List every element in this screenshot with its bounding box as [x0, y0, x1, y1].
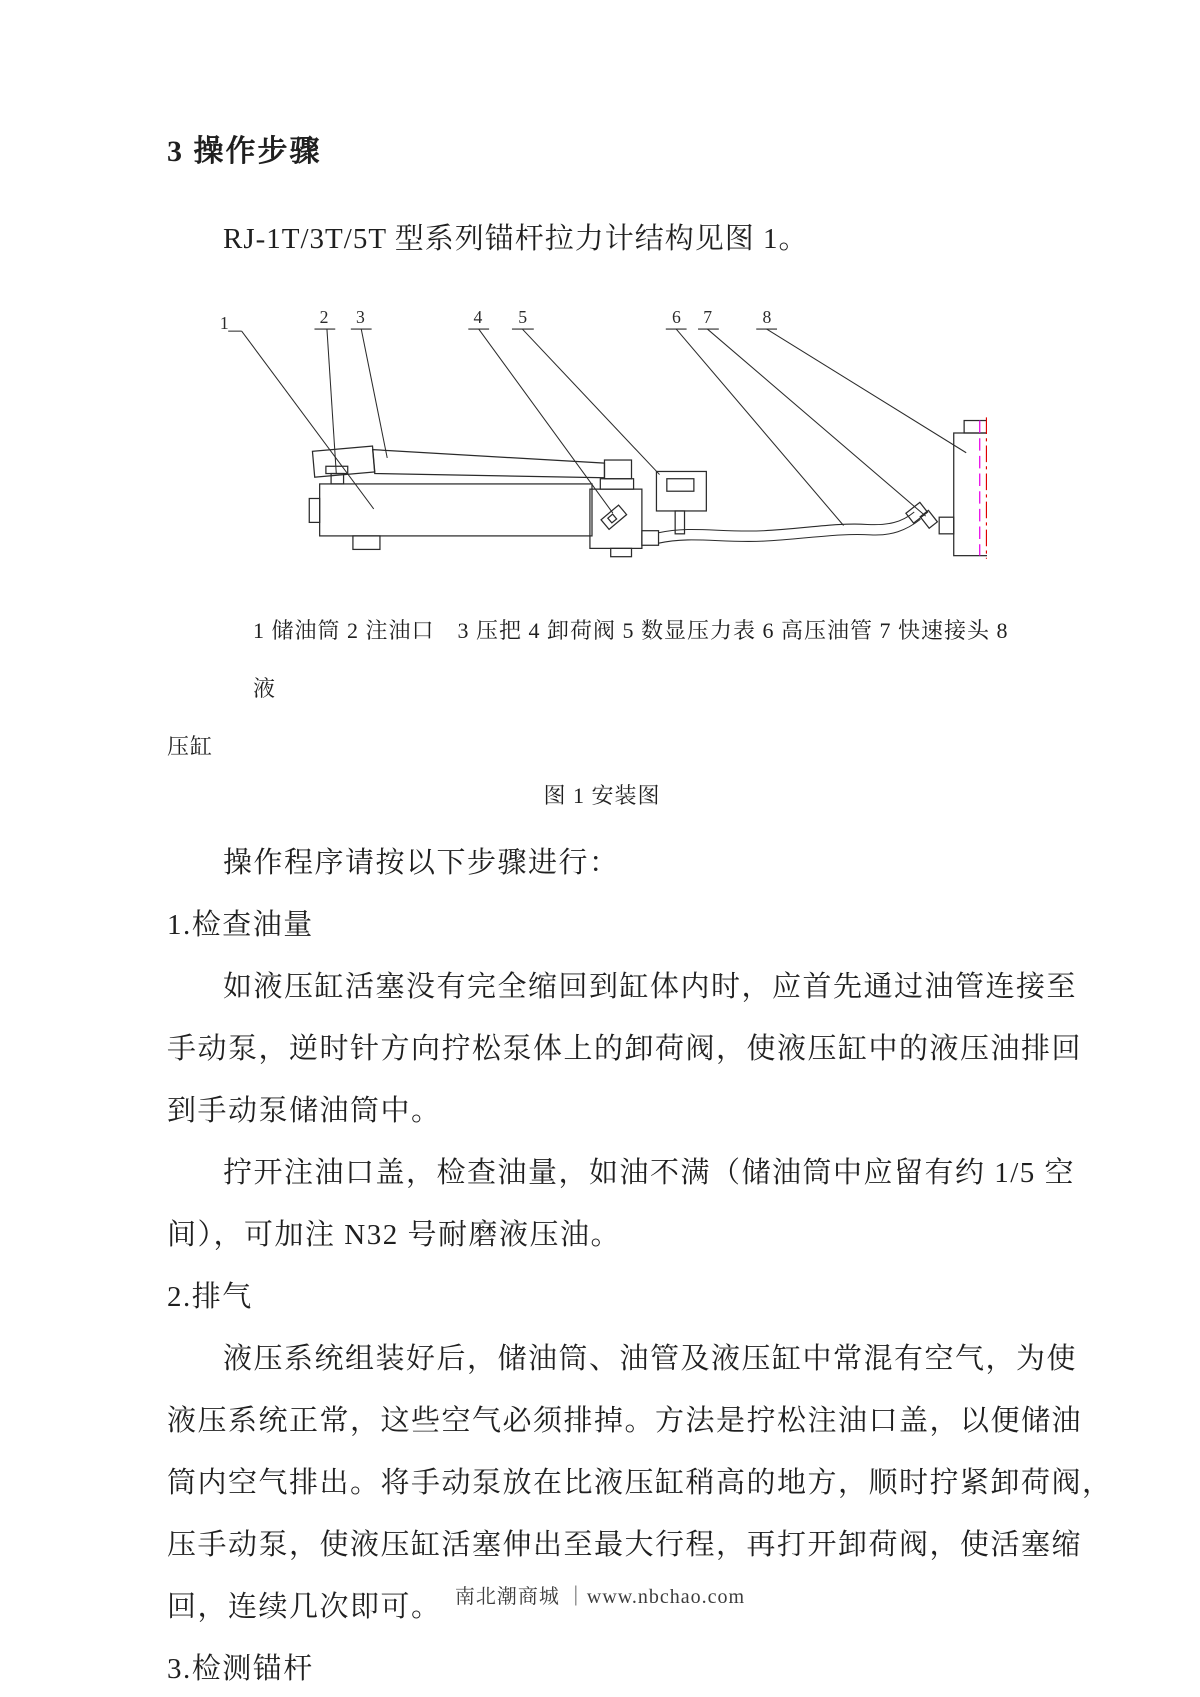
- text-line: 如液压缸活塞没有完全缩回到缸体内时，应首先通过油管连接至: [223, 971, 1078, 1003]
- step-title-1: 1.检查油量: [167, 909, 314, 941]
- figure-parts-caption-line2: 压缸: [167, 734, 214, 759]
- text-line: 回，连续几次即可。: [167, 1591, 442, 1623]
- page-content: [167, 126, 1113, 1697]
- text-line: 手动泵，逆时针方向拧松泵体上的卸荷阀，使液压缸中的液压油排回: [167, 1033, 1083, 1065]
- text-line: 液压系统组装好后，储油筒、油管及液压缸中常混有空气，为使: [223, 1343, 1078, 1375]
- leader-lines: [242, 329, 967, 525]
- part-label-4: 4: [473, 306, 483, 327]
- oil-reservoir: [309, 484, 592, 549]
- leader-4: [479, 329, 613, 513]
- text-line: 液压系统正常，这些空气必须排掉。方法是拧松注油口盖，以便储油: [167, 1405, 1083, 1437]
- procedure-text: [167, 832, 1113, 1697]
- step-title-3: 3.检测锚杆: [167, 1653, 314, 1685]
- text-line: 筒内空气排出。将手动泵放在比液压缸稍高的地方，顺时拧紧卸荷阀，: [167, 1467, 1113, 1499]
- text-line: 拧开注油口盖，检查油量，如油不满（储油筒中应留有约 1/5 空: [223, 1157, 1076, 1189]
- pump-handle: [312, 446, 633, 489]
- text-line: 压手动泵，使液压缸活塞伸出至最大行程，再打开卸荷阀，使活塞缩: [167, 1529, 1083, 1561]
- part-label-8: 8: [762, 306, 772, 327]
- part-label-1: 1: [219, 313, 229, 334]
- relief-valve: [601, 505, 627, 529]
- leader-8: [767, 329, 967, 453]
- part-number-labels: [220, 307, 772, 333]
- intro-paragraph: RJ-1T/3T/5T 型系列锚杆拉力计结构见图 1。: [223, 223, 809, 255]
- leader-1: [242, 331, 374, 509]
- figure-1: [197, 303, 987, 568]
- figure-title: 图 1 安装图: [543, 783, 661, 808]
- pressure-gauge: [656, 471, 706, 533]
- part-label-7: 7: [703, 306, 713, 327]
- leader-6: [676, 329, 843, 525]
- figure-parts-caption: [167, 602, 1037, 776]
- leader-3: [361, 329, 387, 458]
- leader-7: [707, 329, 925, 516]
- leader-5: [522, 329, 659, 475]
- text-line: 到手动泵储油筒中。: [167, 1095, 442, 1127]
- hydraulic-cylinder: [954, 417, 987, 558]
- label-ticks: [228, 329, 777, 331]
- quick-coupler: [906, 502, 954, 533]
- step-title-2: 2.排气: [167, 1281, 253, 1313]
- part-label-2: 2: [319, 306, 329, 327]
- figure-parts-caption-line1: 1 储油筒 2 注油口 3 压把 4 卸荷阀 5 数显压力表 6 高压油管 7 快速接头 8 液: [253, 618, 1009, 701]
- text-line: 操作程序请按以下步骤进行：: [223, 847, 620, 879]
- high-pressure-hose: [659, 512, 921, 543]
- footer: 南北潮商城 ｜www.nbchao.com: [454, 1586, 746, 1608]
- section-heading: 3 操作步骤: [167, 135, 322, 168]
- installation-diagram: [197, 303, 987, 563]
- part-label-3: 3: [356, 306, 365, 327]
- text-line: 间），可加注 N32 号耐磨液压油。: [167, 1219, 621, 1251]
- pump-valve-body: [590, 489, 659, 557]
- part-label-5: 5: [518, 306, 528, 327]
- part-label-6: 6: [672, 306, 681, 327]
